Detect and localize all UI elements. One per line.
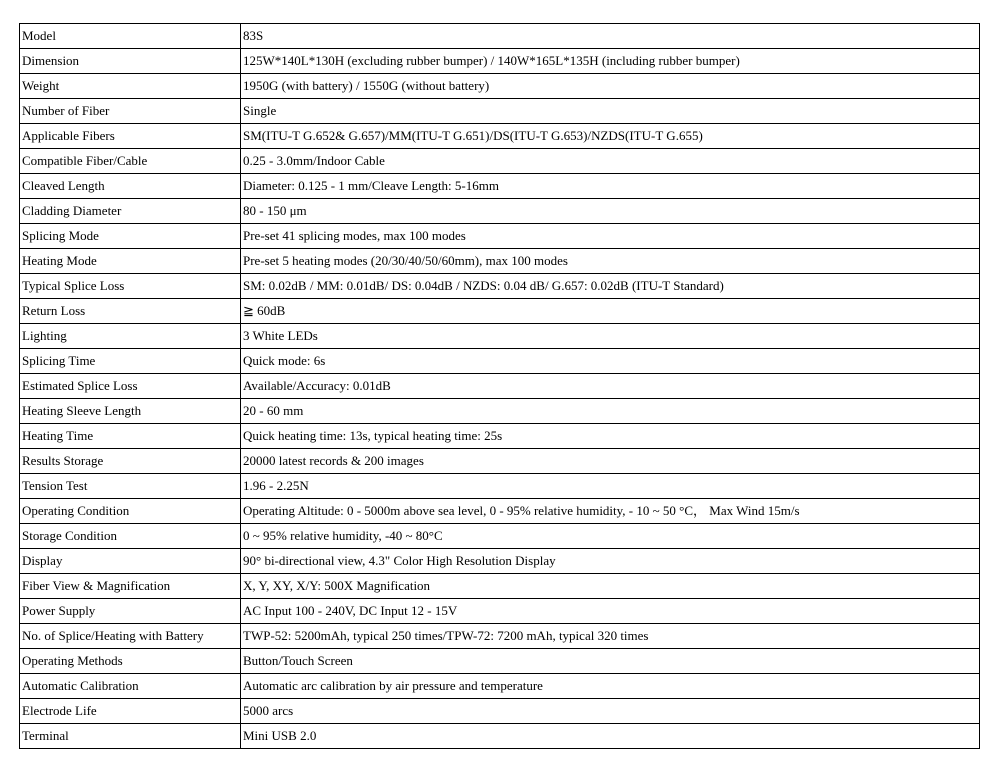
spec-value: 80 - 150 μm [241, 199, 980, 224]
spec-value: 83S [241, 24, 980, 49]
spec-value: Single [241, 99, 980, 124]
spec-value: SM: 0.02dB / MM: 0.01dB/ DS: 0.04dB / NZDS: 0.04 dB/ G.657: 0.02dB (ITU-T Standard) [241, 274, 980, 299]
spec-value: Operating Altitude: 0 - 5000m above sea level, 0 - 95% relative humidity, - 10 ~ 50 °C， Max Wind 15m/s [241, 499, 980, 524]
spec-label: No. of Splice/Heating with Battery [20, 624, 241, 649]
spec-value: 0 ~ 95% relative humidity, -40 ~ 80°C [241, 524, 980, 549]
spec-value: Pre-set 5 heating modes (20/30/40/50/60mm), max 100 modes [241, 249, 980, 274]
spec-label: Terminal [20, 724, 241, 749]
spec-label: Display [20, 549, 241, 574]
spec-label: Splicing Time [20, 349, 241, 374]
spec-value: Mini USB 2.0 [241, 724, 980, 749]
spec-value: Pre-set 41 splicing modes, max 100 modes [241, 224, 980, 249]
spec-row [20, 124, 980, 149]
spec-label: Fiber View & Magnification [20, 574, 241, 599]
spec-row [20, 574, 980, 599]
spec-row [20, 324, 980, 349]
spec-value: Available/Accuracy: 0.01dB [241, 374, 980, 399]
spec-label: Model [20, 24, 241, 49]
spec-row [20, 549, 980, 574]
spec-row [20, 249, 980, 274]
spec-row [20, 474, 980, 499]
spec-table-body [20, 24, 980, 749]
spec-label: Automatic Calibration [20, 674, 241, 699]
spec-value: 20000 latest records & 200 images [241, 449, 980, 474]
spec-label: Heating Mode [20, 249, 241, 274]
spec-row [20, 49, 980, 74]
spec-value: X, Y, XY, X/Y: 500X Magnification [241, 574, 980, 599]
spec-row [20, 99, 980, 124]
spec-row [20, 24, 980, 49]
spec-value: Diameter: 0.125 - 1 mm/Cleave Length: 5-16mm [241, 174, 980, 199]
spec-value: 3 White LEDs [241, 324, 980, 349]
spec-label: Typical Splice Loss [20, 274, 241, 299]
spec-label: Tension Test [20, 474, 241, 499]
spec-value: Automatic arc calibration by air pressure and temperature [241, 674, 980, 699]
spec-value: Quick heating time: 13s, typical heating time: 25s [241, 424, 980, 449]
spec-row [20, 724, 980, 749]
spec-label: Heating Time [20, 424, 241, 449]
spec-value: 90° bi-directional view, 4.3" Color High Resolution Display [241, 549, 980, 574]
spec-label: Dimension [20, 49, 241, 74]
spec-row [20, 374, 980, 399]
spec-label: Number of Fiber [20, 99, 241, 124]
spec-row [20, 424, 980, 449]
spec-label: Applicable Fibers [20, 124, 241, 149]
spec-row [20, 499, 980, 524]
spec-row [20, 274, 980, 299]
spec-value: Button/Touch Screen [241, 649, 980, 674]
spec-label: Lighting [20, 324, 241, 349]
spec-row [20, 174, 980, 199]
spec-label: Power Supply [20, 599, 241, 624]
spec-label: Weight [20, 74, 241, 99]
spec-row [20, 699, 980, 724]
spec-label: Storage Condition [20, 524, 241, 549]
spec-value: TWP-52: 5200mAh, typical 250 times/TPW-72: 7200 mAh, typical 320 times [241, 624, 980, 649]
spec-label: Cleaved Length [20, 174, 241, 199]
spec-label: Cladding Diameter [20, 199, 241, 224]
spec-label: Estimated Splice Loss [20, 374, 241, 399]
spec-label: Operating Condition [20, 499, 241, 524]
spec-label: Results Storage [20, 449, 241, 474]
spec-table [19, 23, 980, 749]
spec-label: Return Loss [20, 299, 241, 324]
spec-value: 125W*140L*130H (excluding rubber bumper) / 140W*165L*135H (including rubber bumper) [241, 49, 980, 74]
spec-row [20, 224, 980, 249]
spec-value: AC Input 100 - 240V, DC Input 12 - 15V [241, 599, 980, 624]
spec-value: 5000 arcs [241, 699, 980, 724]
spec-label: Compatible Fiber/Cable [20, 149, 241, 174]
spec-value: 1.96 - 2.25N [241, 474, 980, 499]
spec-label: Electrode Life [20, 699, 241, 724]
spec-value: SM(ITU-T G.652& G.657)/MM(ITU-T G.651)/DS(ITU-T G.653)/NZDS(ITU-T G.655) [241, 124, 980, 149]
spec-row [20, 74, 980, 99]
spec-row [20, 524, 980, 549]
spec-row [20, 349, 980, 374]
spec-row [20, 199, 980, 224]
spec-label: Operating Methods [20, 649, 241, 674]
spec-row [20, 624, 980, 649]
spec-row [20, 399, 980, 424]
spec-value: ≧ 60dB [241, 299, 980, 324]
spec-row [20, 299, 980, 324]
spec-label: Splicing Mode [20, 224, 241, 249]
spec-label: Heating Sleeve Length [20, 399, 241, 424]
spec-row [20, 449, 980, 474]
spec-value: 0.25 - 3.0mm/Indoor Cable [241, 149, 980, 174]
spec-row [20, 649, 980, 674]
spec-value: 1950G (with battery) / 1550G (without battery) [241, 74, 980, 99]
spec-row [20, 599, 980, 624]
spec-value: Quick mode: 6s [241, 349, 980, 374]
spec-row [20, 149, 980, 174]
spec-value: 20 - 60 mm [241, 399, 980, 424]
spec-row [20, 674, 980, 699]
